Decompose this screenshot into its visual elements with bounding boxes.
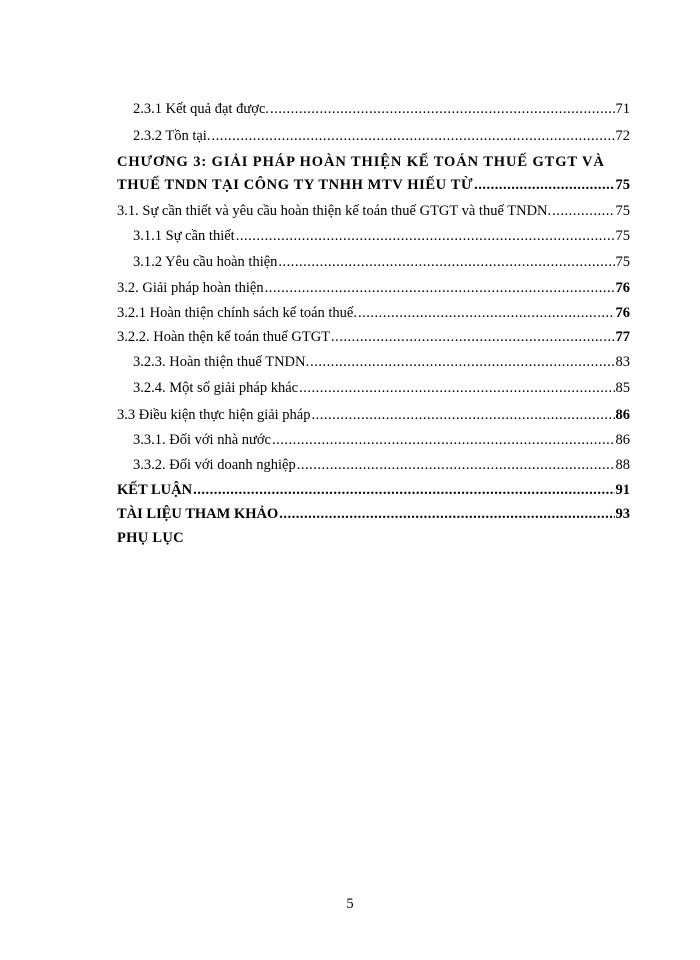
toc-entry-page: 86 xyxy=(615,407,630,423)
toc-leader-dots xyxy=(552,202,614,220)
toc-entry-page: 85 xyxy=(615,380,630,396)
toc-leader-dots xyxy=(299,379,614,397)
toc-entry-label: 3.1.2 Yêu cầu hoàn thiện xyxy=(133,254,278,270)
toc-leader-dots xyxy=(310,353,614,371)
toc-entry-page: 76 xyxy=(615,305,630,321)
toc-entry-label: 2.3.1 Kết quả đạt được. xyxy=(133,101,269,117)
toc-entry-label: 3.2.4. Một số giải pháp khác xyxy=(133,380,299,396)
toc-entry-3-2-4[interactable] xyxy=(133,379,630,397)
toc-entry-label: 3.3.2. Đối với doanh nghiệp xyxy=(133,457,296,473)
toc-chapter-3-title[interactable]: CHƯƠNG 3: GIẢI PHÁP HOÀN THIỆN KẾ TOÁN THUẾ GTGT VÀ xyxy=(117,154,605,170)
toc-leader-dots xyxy=(270,100,615,118)
toc-chapter-3-title-cont[interactable] xyxy=(117,176,630,194)
toc-entry-label: 3.1.1 Sự cần thiết xyxy=(133,228,235,244)
toc-leader-dots xyxy=(211,127,614,145)
toc-entry-3-1-2[interactable] xyxy=(133,253,630,271)
toc-leader-dots xyxy=(278,253,614,271)
toc-entry-appendix[interactable]: PHỤ LỤC xyxy=(117,530,184,546)
toc-entry-conclusion[interactable] xyxy=(117,481,630,499)
toc-leader-dots xyxy=(331,328,614,346)
toc-entry-3-3-2[interactable] xyxy=(133,456,630,474)
toc-entry-3-2-1[interactable] xyxy=(117,304,630,322)
toc-entry-page: 71 xyxy=(615,101,630,117)
toc-entry-2-3-2[interactable] xyxy=(133,127,630,145)
toc-entry-label: 3.2.1 Hoàn thiện chính sách kế toán thuế. xyxy=(117,305,357,321)
toc-entry-page: 75 xyxy=(615,177,630,193)
toc-entry-page: 75 xyxy=(615,254,630,270)
toc-leader-dots xyxy=(236,227,615,245)
toc-leader-dots xyxy=(272,431,615,449)
toc-entry-page: 76 xyxy=(615,280,630,296)
toc-leader-dots xyxy=(358,304,615,322)
toc-entry-label: 2.3.2 Tồn tại. xyxy=(133,128,211,144)
page-number: 5 xyxy=(346,896,354,912)
toc-entry-page: 77 xyxy=(615,329,630,345)
toc-entry-label: 3.2.3. Hoàn thiện thuế TNDN. xyxy=(133,354,310,370)
toc-entry-label: THUẾ TNDN TẠI CÔNG TY TNHH MTV HIẾU TỪ xyxy=(117,177,474,193)
toc-entry-3-3-1[interactable] xyxy=(133,431,630,449)
toc-leader-dots xyxy=(297,456,615,474)
toc-entry-label: 3.3 Điều kiện thực hiện giải pháp xyxy=(117,407,311,423)
toc-entry-label: KẾT LUẬN xyxy=(117,482,193,498)
toc-entry-page: 86 xyxy=(615,432,630,448)
toc-entry-page: 72 xyxy=(615,128,630,144)
toc-entry-2-3-1[interactable] xyxy=(133,100,630,118)
toc-leader-dots xyxy=(265,279,615,297)
toc-entry-page: 75 xyxy=(615,203,630,219)
toc-entry-label: 3.2.2. Hoàn thện kế toán thuế GTGT xyxy=(117,329,331,345)
toc-entry-page: 75 xyxy=(615,228,630,244)
toc-entry-label: 3.1. Sự cần thiết và yêu cầu hoàn thiện kế toán thuế GTGT và thuế TNDN. xyxy=(117,203,552,219)
toc-entry-3-2[interactable] xyxy=(117,279,630,297)
toc-entry-label: 3.2. Giải pháp hoàn thiện xyxy=(117,280,264,296)
toc-entry-3-3[interactable] xyxy=(117,406,630,424)
toc-entry-label: 3.3.1. Đối với nhà nước xyxy=(133,432,271,448)
toc-entry-page: 93 xyxy=(615,506,630,522)
toc-leader-dots xyxy=(474,176,614,194)
toc-entry-references[interactable] xyxy=(117,505,630,523)
toc-entry-page: 88 xyxy=(615,457,630,473)
toc-entry-3-1[interactable] xyxy=(117,202,630,220)
toc-leader-dots xyxy=(279,505,614,523)
toc-entry-3-2-3[interactable] xyxy=(133,353,630,371)
toc-entry-3-1-1[interactable] xyxy=(133,227,630,245)
toc-leader-dots xyxy=(312,406,615,424)
toc-entry-label: TÀI LIỆU THAM KHẢO xyxy=(117,506,279,522)
toc-leader-dots xyxy=(193,481,614,499)
toc-entry-3-2-2[interactable] xyxy=(117,328,630,346)
toc-entry-page: 91 xyxy=(615,482,630,498)
toc-entry-page: 83 xyxy=(615,354,630,370)
